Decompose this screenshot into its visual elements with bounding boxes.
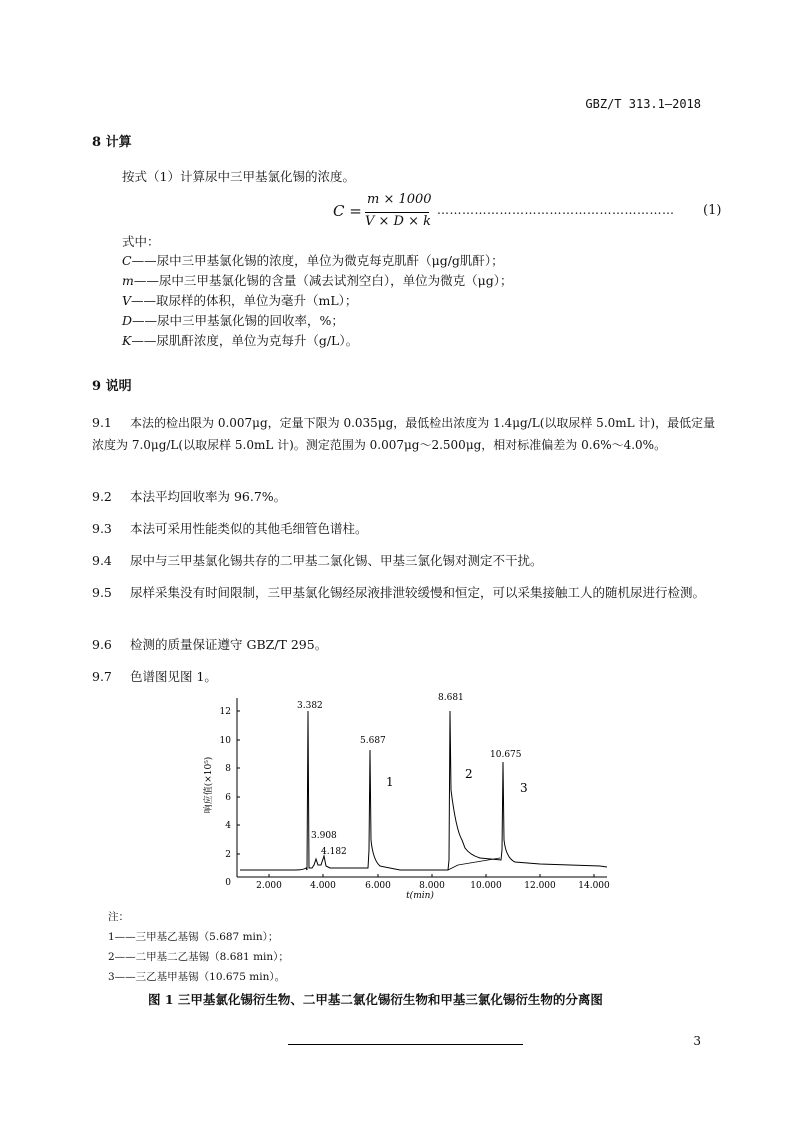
x-tick-14: 14.000	[578, 881, 610, 891]
series-label-2: 2	[465, 767, 473, 781]
variable-description: ——尿肌酐浓度，单位为克每升（g/L）。	[131, 333, 359, 348]
section-8-heading: 8 计算	[92, 135, 132, 150]
y-tick-8: 8	[225, 764, 231, 774]
equation-number: (1)	[703, 203, 722, 218]
variable-description: ——取尿样的体积，单位为毫升（mL）；	[131, 293, 358, 308]
variable-row	[122, 250, 504, 272]
peak-label-10675: 10.675	[490, 750, 522, 760]
x-tick-8: 8.000	[419, 881, 445, 891]
series-label-1: 1	[386, 775, 394, 789]
chromatogram-figure	[200, 690, 612, 902]
section-8-intro: 按式（1）计算尿中三甲基氯化锡的浓度。	[122, 169, 355, 184]
clause-9-3-number: 9.3	[92, 521, 112, 536]
formula-denominator: V × D × k	[365, 214, 432, 229]
peak-labels	[297, 693, 522, 857]
clause-9-1-number: 9.1	[92, 415, 112, 430]
baseline-drift-segment	[448, 865, 458, 870]
x-tick-2: 2.000	[256, 881, 282, 891]
x-tick-6: 6.000	[365, 881, 391, 891]
clause-9-5-number: 9.5	[92, 585, 112, 600]
peak-label-3382: 3.382	[297, 701, 323, 711]
clause-9-2-number: 9.2	[92, 489, 112, 504]
peak-label-4182: 4.182	[321, 847, 347, 857]
variable-symbol: K	[122, 333, 132, 348]
y-tick-10: 10	[219, 736, 231, 746]
standard-number: GBZ/T 313.1—2018	[585, 97, 701, 111]
clause-9-1-text: 本法的检出限为 0.007μg，定量下限为 0.035μg，最低检出浓度为 1.4μg/L(以取尿样 5.0mL 计)，最低定量浓度为 7.0μg/L(以取尿样 5.0mL 计)。测定范围为 0.007μg～2.500μg，相对标准偏差为 0.6%～4.0%。	[92, 416, 716, 452]
x-tick-10: 10.000	[470, 881, 502, 891]
y-tick-0: 0	[225, 878, 231, 888]
variable-description: ——尿中三甲基氯化锡的浓度，单位为微克每克肌酐（μg/g肌酐）；	[131, 253, 504, 268]
clause-9-2-text: 本法平均回收率为 96.7%。	[130, 489, 287, 504]
peak-label-3908: 3.908	[311, 831, 337, 841]
variable-symbol: V	[122, 293, 132, 308]
clause-9-6-number: 9.6	[92, 637, 112, 652]
clause-9-6-text: 检测的质量保证遵守 GBZ/T 295。	[130, 637, 328, 652]
clause-9-5-text: 尿样采集没有时间限制，三甲基氯化锡经尿液排泄较缓慢和恒定，可以采集接触工人的随机尿进行检测。	[130, 585, 706, 600]
x-tick-12: 12.000	[524, 881, 556, 891]
formula-lhs: C =	[333, 202, 362, 220]
y-axis-label: 响应值(×10⁵)	[204, 756, 214, 814]
y-tick-2: 2	[225, 850, 231, 860]
y-tick-4: 4	[225, 821, 231, 831]
x-tick-4: 4.000	[310, 881, 336, 891]
variable-symbol: m	[122, 273, 134, 288]
note-item-2: 2——二甲基二乙基锡（8.681 min）；	[108, 951, 289, 963]
formula-numerator: m × 1000	[367, 192, 432, 207]
baseline-drift-segment-2	[458, 858, 500, 865]
clause-9-4-number: 9.4	[92, 553, 112, 568]
x-axis-label: t(min)	[406, 891, 434, 901]
fraction-bar	[365, 212, 429, 213]
clause-9-7-number: 9.7	[92, 669, 112, 684]
variable-symbol: D	[122, 313, 133, 328]
where-label: 式中：	[122, 234, 160, 249]
peak-label-5687: 5.687	[360, 736, 386, 746]
clause-9-3-text: 本法可采用性能类似的其他毛细管色谱柱。	[130, 521, 368, 536]
variable-description: ——尿中三甲基氯化锡的含量（减去试剂空白），单位为微克（μg）；	[133, 273, 513, 288]
clause-9-4-text: 尿中与三甲基氯化锡共存的二甲基二氯化锡、甲基三氯化锡对测定不干扰。	[130, 553, 543, 568]
y-tick-12: 12	[219, 707, 231, 717]
variable-symbol: C	[122, 253, 132, 268]
note-item-3: 3——三乙基甲基锡（10.675 min）。	[108, 971, 286, 983]
series-labels	[386, 767, 528, 795]
y-tick-6: 6	[225, 793, 231, 803]
peak-label-8681: 8.681	[438, 693, 464, 703]
footer-rule	[288, 1044, 523, 1045]
notes-title: 注：	[108, 911, 129, 923]
clause-9-7-text: 色谱图见图 1。	[130, 669, 217, 684]
variable-row	[122, 290, 357, 312]
page-number: 3	[693, 1034, 701, 1048]
variable-row	[122, 270, 513, 292]
chromatogram-trace	[240, 711, 607, 870]
variable-description: ——尿中三甲基氯化锡的回收率，%；	[132, 313, 344, 328]
section-9-heading: 9 说明	[92, 379, 132, 394]
variable-row	[122, 310, 344, 332]
figure-title: 图 1 三甲基氯化锡衍生物、二甲基二氯化锡衍生物和甲基三氯化锡衍生物的分离图	[148, 992, 603, 1007]
variable-row	[122, 330, 358, 352]
series-label-3: 3	[520, 781, 528, 795]
note-item-1: 1——三甲基乙基锡（5.687 min）；	[108, 931, 279, 943]
formula-leader-dots: …………………………………………………	[437, 203, 675, 217]
